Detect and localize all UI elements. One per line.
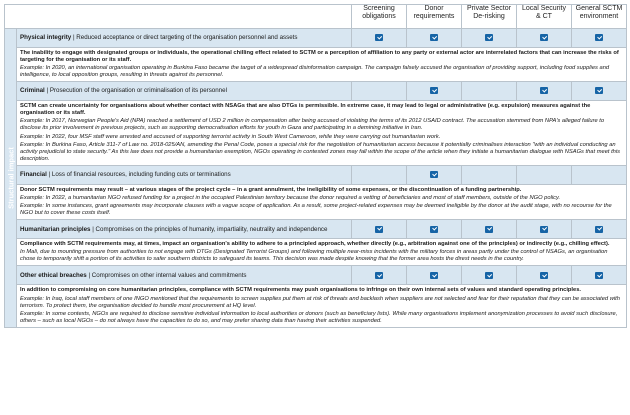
checkbox-checked-icon (540, 87, 548, 94)
check-cell-other-ethical-breaches-general-sctm (572, 266, 627, 285)
checkbox-checked-icon (540, 226, 548, 233)
check-cell-other-ethical-breaches-private-sector (462, 266, 517, 285)
checkbox-checked-icon (375, 34, 383, 41)
category-description: Reduced acceptance or direct targeting of the organisation personnel and assets (76, 34, 298, 42)
category-cell-other-ethical-breaches (17, 266, 352, 285)
description-cell-humanitarian-principles (17, 239, 627, 266)
description-cell-financial (17, 184, 627, 219)
description-row-financial (5, 184, 627, 219)
column-header-donor: Donor requirements (407, 5, 462, 29)
check-cell-financial-screening (352, 165, 407, 184)
check-cell-financial-private-sector (462, 165, 517, 184)
check-cell-financial-donor (407, 165, 462, 184)
side-label: Structural impact (6, 147, 15, 209)
checkbox-checked-icon (485, 226, 493, 233)
category-row-physical-integrity (5, 29, 627, 48)
checkbox-checked-icon (485, 34, 493, 41)
category-row-humanitarian-principles (5, 220, 627, 239)
checkbox-checked-icon (375, 272, 383, 279)
check-cell-criminal-donor (407, 82, 462, 101)
example-text: Example: In 2017, Norwegian People's Aid (NPA) reached a settlement of USD 2 million in compensation after being accused of violating the terms of its 2012 USAID contract. The accusation stemmed from NPA's alleged failure to disclose its prior involvement in previous projects, such as supporting democratisation efforts for youth in Gaza and participating in a demining initiative in Iran. (20, 118, 605, 132)
lead-statement: SCTM can create uncertainty for organisations about whether contact with NSAGs that are also DTGs is permissible. In extreme case, it may lead to legal or administrative (e.g. expulsion) measures against the organisation or its staff. (20, 103, 591, 117)
description-row-other-ethical-breaches (5, 285, 627, 327)
category-title: Financial (20, 171, 47, 179)
example-text: Example: In Iraq, local staff members of one INGO mentioned that the requirements to screen supplies put them at risk of threats and backlash when suppliers are not selected and fear for their reputation that they can be associated with terrorism. To protect them, the organisation decided to handle most procurement at HQ level. (20, 295, 620, 309)
header-blank (5, 5, 352, 29)
check-cell-other-ethical-breaches-donor (407, 266, 462, 285)
checkbox-checked-icon (595, 226, 603, 233)
check-cell-humanitarian-principles-local-security (517, 220, 572, 239)
check-cell-other-ethical-breaches-local-security (517, 266, 572, 285)
category-cell-physical-integrity (17, 29, 352, 48)
category-separator: | (44, 87, 50, 95)
category-cell-financial (17, 165, 352, 184)
example-text: Example: In 2022, four MSF staff were arrested and accused of supporting terrorist activity in South West Cameroon, while they were carrying out humanitarian work. (20, 133, 441, 140)
matrix-body (5, 29, 627, 328)
check-cell-financial-general-sctm (572, 165, 627, 184)
column-header-general-sctm: General SCTM environment (572, 5, 627, 29)
check-cell-physical-integrity-private-sector (462, 29, 517, 48)
side-label-cell (5, 29, 17, 328)
description-cell-criminal (17, 101, 627, 166)
lead-statement: The inability to engage with designated groups or individuals, the operational chilling effect related to SCTM or a perception of affiliation to any party or external actor are interrelated factors that can increase the risks of targeting for the organisation or its staff. (20, 50, 619, 64)
check-cell-physical-integrity-screening (352, 29, 407, 48)
category-description: Compromises on the principles of humanity, impartiality, neutrality and independence (95, 225, 328, 233)
check-cell-physical-integrity-local-security (517, 29, 572, 48)
checkbox-checked-icon (430, 87, 438, 94)
example-text: Example: In 2020, an international organisation operating in Burkina Faso became the target of a widespread disinformation campaign. The campaign falsely accused the organisation of providing support, including food supplies and intelligence, to local opposition groups, resulting in threats against its personnel. (20, 65, 610, 79)
lead-statement: Donor SCTM requirements may result – at various stages of the project cycle – in a grant annulment, the ineligibility of some expenses, or the discontinuation of a funding partnership. (20, 186, 522, 193)
category-title: Humanitarian principles (20, 225, 91, 233)
category-separator: | (46, 171, 52, 179)
category-separator: | (90, 225, 96, 233)
check-cell-criminal-private-sector (462, 82, 517, 101)
category-separator: | (71, 34, 77, 42)
example-text: Example: In some contexts, NGOs are required to disclose sensitive individual information to local authorities or donors (such as beneficiary lists). While many organisations implement anonymization processes to avoid such disclosure, others – such as local NGOs – do not always have the capacities to do so, and may prefer sharing data than having their activities suspended. (20, 310, 618, 324)
category-title: Physical integrity (20, 34, 72, 42)
checkbox-checked-icon (430, 34, 438, 41)
category-title: Criminal (20, 87, 45, 95)
category-cell-humanitarian-principles (17, 220, 352, 239)
checkbox-checked-icon (540, 34, 548, 41)
category-cell-criminal (17, 82, 352, 101)
checkbox-checked-icon (430, 272, 438, 279)
example-text: Example: In 2022, a humanitarian NGO refused funding for a project in the occupied Palestinian territory because the donor required a vetting of beneficiaries and most of staff members, outside of the NGO policy. (20, 194, 561, 201)
description-cell-other-ethical-breaches (17, 285, 627, 327)
check-cell-physical-integrity-donor (407, 29, 462, 48)
checkbox-checked-icon (540, 272, 548, 279)
check-cell-humanitarian-principles-screening (352, 220, 407, 239)
checkbox-checked-icon (430, 226, 438, 233)
example-text: Example: In some instances, grant agreements may incorporate clauses with a vague scope of application. As a result, some project-related expenses may be deemed ineligible by the donor at the audit stage, with no recourse for the NGO but to cover these costs itself. (20, 203, 612, 217)
header-row (5, 5, 627, 29)
column-header-screening: Screening obligations (352, 5, 407, 29)
description-row-humanitarian-principles (5, 239, 627, 266)
category-separator: | (86, 271, 92, 279)
category-description: Compromises on other internal values and commitments (91, 271, 247, 279)
example-text: Example: In Burkina Faso, Article 311-7 of Law no. 2018-025/AN, amending the Penal Code, poses a special risk for the negotiation of humanitarian access because it potentially criminalises interaction "with an individual conducting an activity prejudicial to state security." As this law does not provide a humanitarian exemption, NGOs operating in contested zones may fall within the scope of the article when they initiate a humanitarian dialogue with NSAGs that meet this description. (20, 141, 621, 162)
check-cell-humanitarian-principles-private-sector (462, 220, 517, 239)
check-cell-financial-local-security (517, 165, 572, 184)
category-description: Prosecution of the organisation or criminalisation of its personnel (49, 87, 227, 95)
description-cell-physical-integrity (17, 48, 627, 82)
lead-statement: In addition to compromising on core humanitarian principles, compliance with SCTM requirements may push organisations to infringe on their own internal sets of values and standard operating principles. (20, 287, 582, 294)
category-row-other-ethical-breaches (5, 266, 627, 285)
description-row-physical-integrity (5, 48, 627, 82)
category-description: Loss of financial resources, including funding cuts or terminations (51, 171, 231, 179)
check-cell-criminal-screening (352, 82, 407, 101)
check-cell-physical-integrity-general-sctm (572, 29, 627, 48)
check-cell-humanitarian-principles-donor (407, 220, 462, 239)
column-header-local-security: Local Security & CT (517, 5, 572, 29)
description-row-criminal (5, 101, 627, 166)
checkbox-checked-icon (595, 87, 603, 94)
checkbox-checked-icon (485, 272, 493, 279)
check-cell-criminal-local-security (517, 82, 572, 101)
impact-matrix-table (4, 4, 627, 328)
column-header-private-sector: Private Sector De-risking (462, 5, 517, 29)
category-title: Other ethical breaches (20, 271, 87, 279)
checkbox-checked-icon (375, 226, 383, 233)
example-text: In Mali, due to mounting pressure from authorities to not engage with DTGs (Designated Terrorist Groups) and following multiple near-miss incidents with the military forces in areas partly under the control of NSAGs, an organisation chose to temporarily shift a portion of its activities to safer southern districts to safeguard its teams. This decision was made despite knowing that the former area hosts the direst needs in the country. (20, 249, 608, 263)
checkbox-checked-icon (595, 34, 603, 41)
checkbox-checked-icon (595, 272, 603, 279)
category-row-financial (5, 165, 627, 184)
lead-statement: Compliance with SCTM requirements may, at times, impact an organisation's ability to adhere to a principled approach, whether directly (e.g., arbitration against one of the principles) or indirectly (e.g., chilling effect). (20, 241, 610, 248)
check-cell-humanitarian-principles-general-sctm (572, 220, 627, 239)
check-cell-criminal-general-sctm (572, 82, 627, 101)
category-row-criminal (5, 82, 627, 101)
checkbox-checked-icon (430, 171, 438, 178)
check-cell-other-ethical-breaches-screening (352, 266, 407, 285)
